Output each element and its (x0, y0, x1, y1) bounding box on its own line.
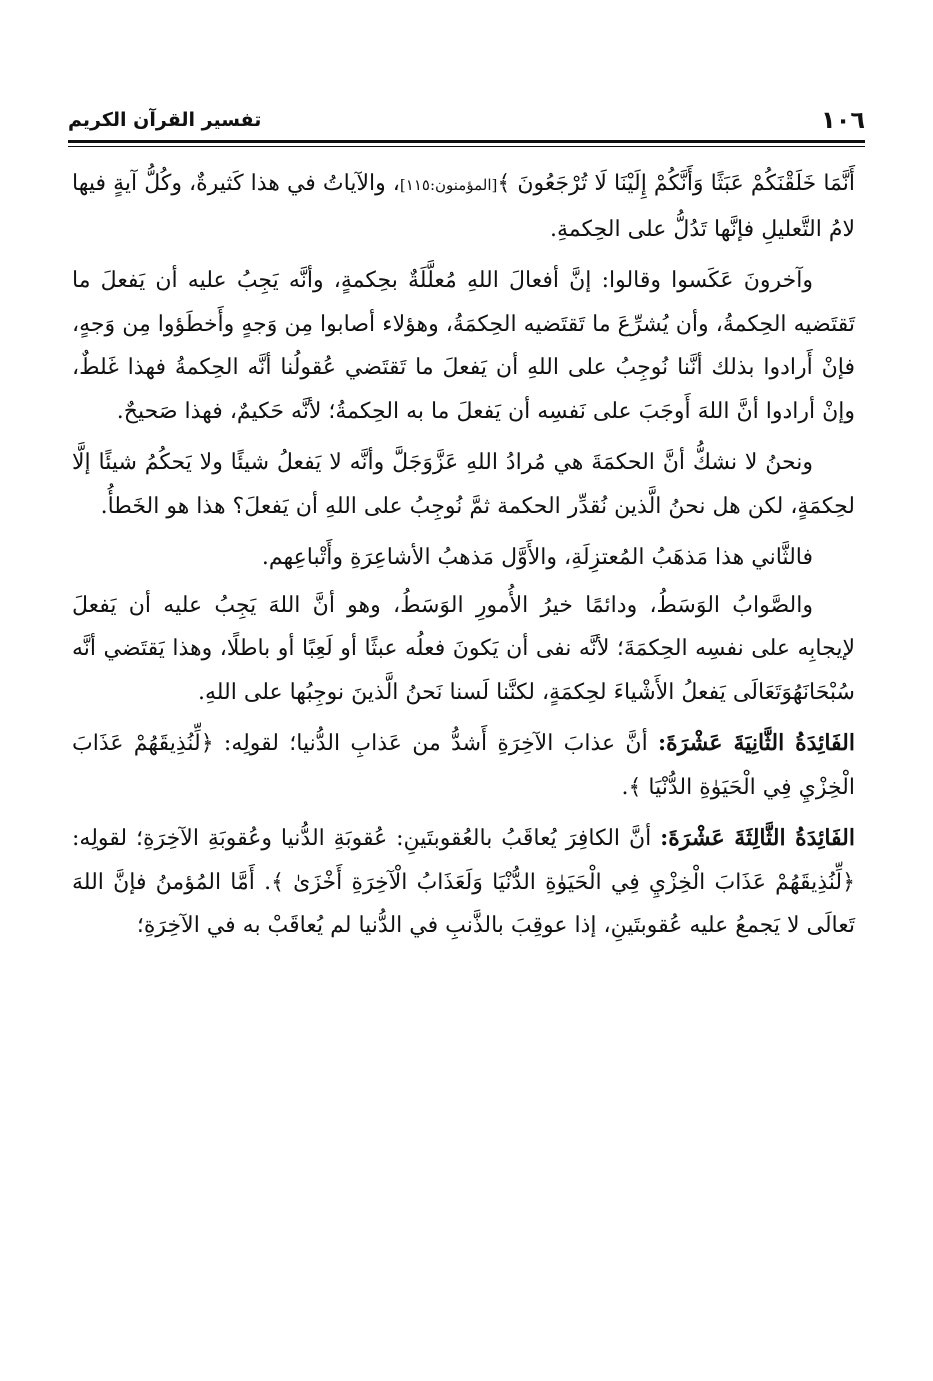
paragraph-tail: . أَمَّا المُؤمنُ فإنَّ اللهَ تَعالَى لا يَجمعُ عليه عُقوبتَينِ، إذا عوقِبَ بالذَّنبِ في الدُّنيا لم يُعاقَبْ به في الآخِرَةِ؛ (72, 869, 855, 938)
running-header (68, 96, 865, 136)
paragraph-5: والصَّوابُ الوَسَطُ، ودائمًا خيرُ الأُمورِ الوَسَطُ، وهو أنَّ اللهَ يَجِبُ عليه أن يَفعلَ لإيجابِه على نفسِه الحِكمَةَ؛ لأنَّه نفى أن يَكونَ فعلُه عبثًا أو لَعِبًا أو باطلًا، وهذا يَقتَضي أنَّه سُبْحَانَهُوَتَعَالَى يَفعلُ الأَشْياءَ لحِكمَةٍ، لكنَّنا لَسنا نَحنُ الَّذينَ نوجِبُها على اللهِ. (72, 592, 855, 705)
paragraph-tail: . (621, 774, 629, 800)
paragraph-text: أنَّ الكافِرَ يُعاقَبُ بالعُقوبتَينِ: عُقوبَةِ الدُّنيا وعُقوبَةِ الآخِرَةِ؛ لقولِه: (72, 826, 661, 851)
header-rule (68, 140, 865, 143)
paragraph-7 (72, 817, 855, 948)
page-number: ١٠٦ (821, 106, 865, 134)
paragraph-1 (72, 162, 855, 251)
page-body (72, 162, 855, 956)
paragraph-2: وآخرونَ عَكَسوا وقالوا: إنَّ أفعالَ اللهِ مُعلَّلَةٌ بحِكمةٍ، وأنَّه يَجِبُ عليه أن يَفعلَ ما تَقتَضيه الحِكمةُ، وأن يُشرِّعَ ما تَقتَضيه الحِكمَةُ، وهؤلاء أصابوا مِن وَجهٍ وأَخطَؤوا مِن وَجهٍ، فإنْ أَرادوا بذلك أنَّنا نُوجِبُ على اللهِ أن يَفعلَ ما تَقتَضي عُقولُنا أنَّه الحِكمةُ فهذا غَلطٌ، وإنْ أرادوا أنَّ اللهَ أَوجَبَ على نَفسِه أن يَفعلَ ما به الحِكمةُ؛ لأنَّه حَكيمٌ، فهذا صَحيحٌ. (72, 268, 855, 424)
quran-verse: ﴿لِّنُذِيقَهُمْ عَذَابَ الْخِزْيِ فِي الْحَيَوٰةِ الدُّنْيَا وَلَعَذَابُ الْآخِرَةِ أَخْزَىٰ ﴾ (271, 869, 855, 895)
quran-verse: أَنَّمَا خَلَقْنَكُمْ عَبَثًا وَأَنَّكُمْ إِلَيْنَا لَا تُرْجَعُونَ ﴾ (497, 171, 855, 196)
benefit-heading: الفَائِدَةُ الثَّالِثَةَ عَشْرَةَ: (660, 825, 855, 851)
paragraph-4: فالثَّاني هذا مَذهَبُ المُعتزِلَةِ، والأَوَّل مَذهبُ الأشاعِرَةِ وأَتْباعِهم. (261, 545, 813, 570)
paragraph-text: ، والآياتُ في هذا كَثيرةٌ، وكُلُّ آيةٍ فيها لامُ التَّعليلِ فإنَّها تَدُلُّ على الحِكمةِ. (72, 171, 855, 242)
paragraph-6 (72, 722, 855, 809)
paragraph-text: أنَّ عذابَ الآخِرَةِ أَشدُّ من عَذابِ الدُّنيا؛ لقولِه: (213, 731, 658, 756)
book-title: تفسير القرآن الكريم (68, 109, 262, 131)
benefit-heading: الفَائِدَةُ الثَّانِيَةَ عَشْرَةَ: (657, 730, 855, 756)
quran-verse: ﴿لِّنُذِيقَهُمْ عَذَابَ الْخِزْيِ فِي الْحَيَوٰةِ الدُّنْيَا ﴾ (72, 731, 855, 800)
paragraph-3: ونحنُ لا نشكُّ أنَّ الحكمَةَ هي مُرادُ اللهِ عَزَّوَجَلَّ وأنَّه لا يَفعلُ شيئًا ولا يَحكُمُ شيئًا إلَّا لحِكمَةٍ، لكن هل نحنُ الَّذين نُقدِّر الحكمة ثمَّ نُوجِبُ على اللهِ أن يَفعلَ؟ هذا هو الخَطأُ. (72, 450, 855, 519)
verse-citation: [المؤمنون:١١٥] (399, 176, 498, 194)
